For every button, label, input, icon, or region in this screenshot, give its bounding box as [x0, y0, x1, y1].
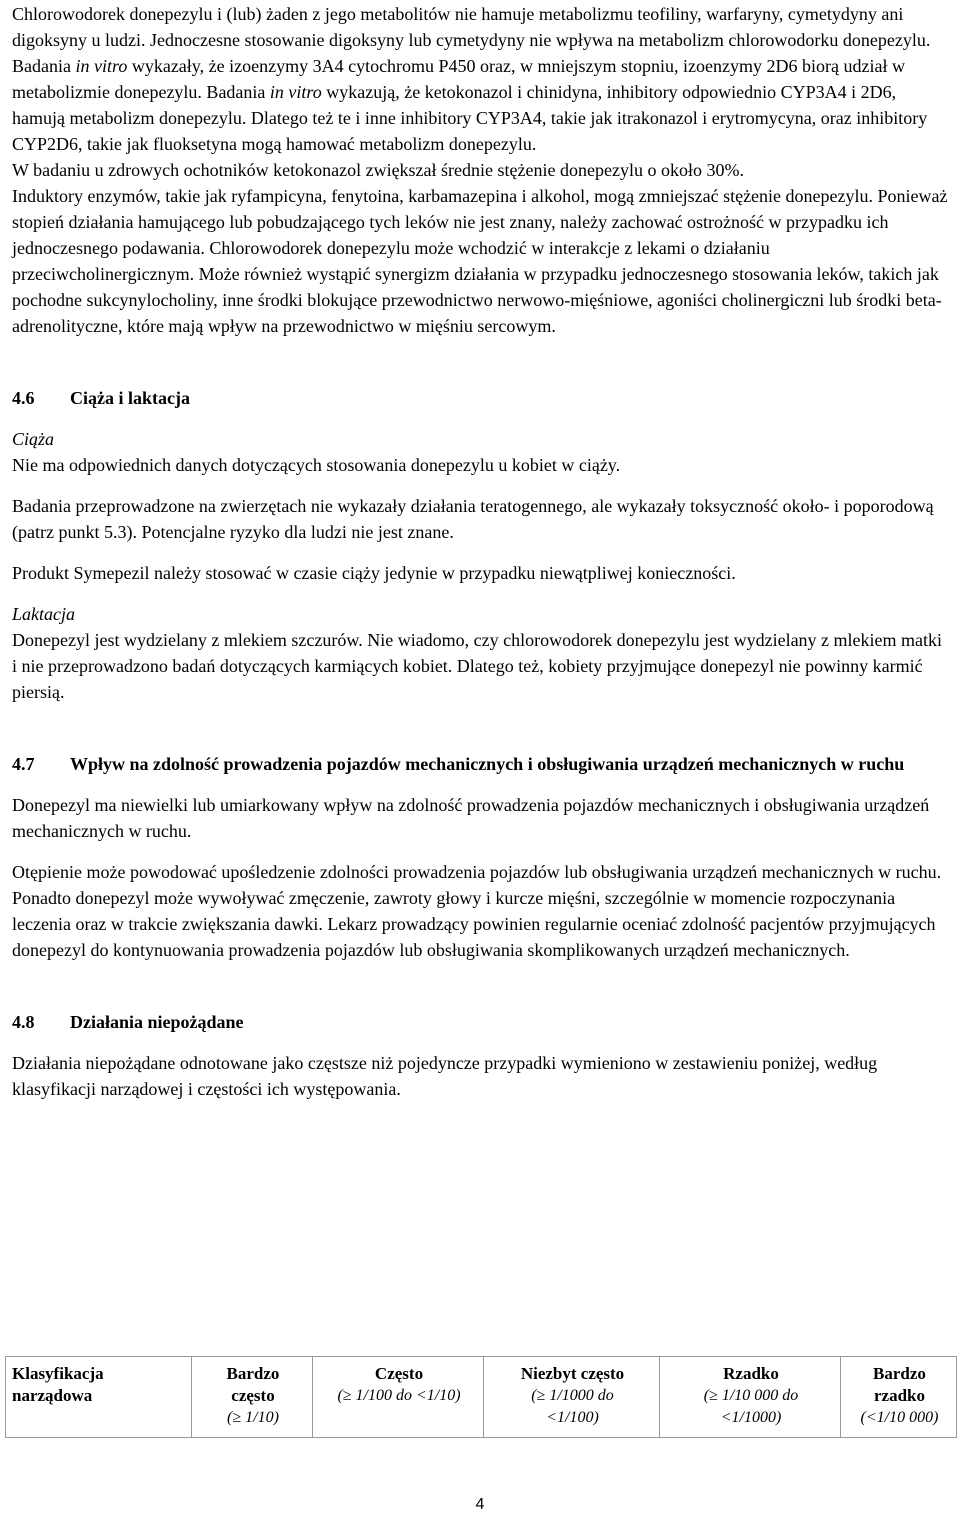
- in-vitro-term: in vitro: [269, 82, 322, 102]
- header-range: <1/1000): [720, 1409, 782, 1426]
- header-range: (≥ 1/10 000 do: [703, 1387, 799, 1404]
- header-range: <1/100): [546, 1409, 599, 1426]
- header-range: (≥ 1/10): [227, 1409, 279, 1426]
- section-4-8-heading: [12, 1009, 948, 1035]
- interactions-paragraph-3: Induktory enzymów, takie jak ryfampicyna, fenytoina, karbamazepina i alkohol, mogą zmniejszać stężenie donepezylu. Ponieważ stopień działania hamującego lub pobudzającego tych leków nie jest znany, należy zachować ostrożność w przypadku ich jednoczesnego podawania. Chlorowodorek donepezylu może wchodzić w interakcje z lekami o działaniu przeciwcholinergicznym. Może również wystąpić synergizm działania w przypadku jednoczesnego stosowania leków, takich jak pochodne sukcynylocholiny, inne środki blokujące przewodnictwo nerwowo-mięśniowe, agoniści cholinergiczni lub środki beta-adrenolityczne, które mają wpływ na przewodnictwo w mięśniu sercowym.: [12, 186, 948, 336]
- header-range: (≥ 1/100 do <1/10): [337, 1387, 461, 1404]
- header-text: Bardzo: [226, 1364, 280, 1383]
- section-title: Działania niepożądane: [70, 1012, 244, 1032]
- header-text: często: [231, 1386, 275, 1405]
- header-cell-common: [313, 1357, 484, 1438]
- adverse-effects-table: [5, 1356, 957, 1438]
- section-4-6-heading: [12, 385, 948, 411]
- page-number: 4: [475, 1496, 485, 1513]
- pregnancy-paragraph-3: Produkt Symepezil należy stosować w czasie ciąży jedynie w przypadku niewątpliwej konieczności.: [12, 563, 736, 583]
- driving-paragraph-1: Donepezyl ma niewielki lub umiarkowany wpływ na zdolność prowadzenia pojazdów mechanicznych i obsługiwania urządzeń mechanicznych w ruchu.: [12, 795, 930, 841]
- header-text: narządowa: [12, 1386, 93, 1405]
- in-vitro-term: in vitro: [75, 56, 128, 76]
- section-number: 4.6: [12, 388, 35, 408]
- text-run: wykazują, że ketokonazol i chinidyna, inhibitory odpowiednio CYP3A4 i 2D6, hamują metabolizm donepezylu. Dlatego też te i inne inhibitory CYP3A4, takie jak itrakonazol i erytromycyna, oraz inhibitory CYP2D6, takie jak fluoksetyna mogą hamować metabolizm donepezylu.: [12, 82, 928, 154]
- document-page: [12, 0, 948, 1102]
- interactions-paragraph-2: W badaniu u zdrowych ochotników ketokonazol zwiększał średnie stężenie donepezylu o około 30%.: [12, 160, 744, 180]
- header-cell-very-common: [192, 1357, 313, 1438]
- interactions-paragraph-1: [12, 0, 948, 157]
- header-cell-very-rare: [841, 1357, 957, 1438]
- header-text: Często: [374, 1364, 424, 1383]
- header-text: rzadko: [874, 1386, 925, 1405]
- adverse-effects-paragraph: Działania niepożądane odnotowane jako częstsze niż pojedyncze przypadki wymieniono w zestawieniu poniżej, według klasyfikacji narządowej i częstości ich występowania.: [12, 1053, 878, 1099]
- table-header-row: [6, 1357, 957, 1438]
- header-text: Bardzo: [873, 1364, 926, 1383]
- text-run: Chlorowodorek donepezylu i (lub) żaden z jego metabolitów nie hamuje metabolizmu teofiliny, warfaryny, cymetydyny ani digoksyny u ludzi. Jednoczesne stosowanie digoksyny lub cymetydyny nie wpływa na metabolizm chlorowodorku donepezylu. Badania: [12, 4, 931, 76]
- header-cell-uncommon: [484, 1357, 660, 1438]
- header-text: Niezbyt często: [520, 1364, 625, 1383]
- pregnancy-paragraph-2: Badania przeprowadzone na zwierzętach nie wykazały działania teratogennego, ale wykazały toksyczność około- i poporodową (patrz punkt 5.3). Potencjalne ryzyko dla ludzi nie jest znane.: [12, 496, 934, 542]
- section-number: 4.8: [12, 1012, 35, 1032]
- header-range: (≥ 1/1000 do: [531, 1387, 614, 1404]
- section-number: 4.7: [12, 754, 35, 774]
- driving-paragraph-2: Otępienie może powodować upośledzenie zdolności prowadzenia pojazdów lub obsługiwania urządzeń mechanicznych w ruchu. Ponadto donepezyl może wywoływać zmęczenie, zawroty głowy i kurcze mięśni, szczególnie w momencie rozpoczynania leczenia oraz w trakcie zwiększania dawki. Lekarz prowadzący powinien regularnie oceniać zdolność pacjentów przyjmujących donepezyl do kontynuowania prowadzenia pojazdów lub obsługiwania skomplikowanych urządzeń mechanicznych.: [12, 862, 942, 960]
- section-title: Ciąża i laktacja: [70, 388, 190, 408]
- header-cell-rare: [660, 1357, 841, 1438]
- text-run: wykazały, że izoenzymy 3A4 cytochromu P450 oraz, w mniejszym stopniu, izoenzymy 2D6 biorą udział w metabolizmie donepezylu. Badania: [12, 56, 905, 102]
- section-title: Wpływ na zdolność prowadzenia pojazdów mechanicznych i obsługiwania urządzeń mechanicznych w ruchu: [70, 754, 905, 774]
- lactation-paragraph: Donepezyl jest wydzielany z mlekiem szczurów. Nie wiadomo, czy chlorowodorek donepezylu jest wydzielany z mlekiem matki i nie przeprowadzono badań dotyczących karmiących kobiet. Dlatego też, kobiety przyjmujące donepezyl nie powinny karmić piersią.: [12, 630, 943, 702]
- pregnancy-subheading: Ciąża: [12, 429, 55, 449]
- section-4-7-heading: [12, 751, 948, 777]
- lactation-subheading: Laktacja: [12, 604, 75, 624]
- pregnancy-paragraph-1: Nie ma odpowiednich danych dotyczących stosowania donepezylu u kobiet w ciąży.: [12, 455, 621, 475]
- header-text: Rzadko: [723, 1364, 779, 1383]
- header-cell-system-class: [6, 1357, 192, 1438]
- header-range: (<1/10 000): [860, 1409, 939, 1426]
- header-text: Klasyfikacja: [12, 1364, 104, 1383]
